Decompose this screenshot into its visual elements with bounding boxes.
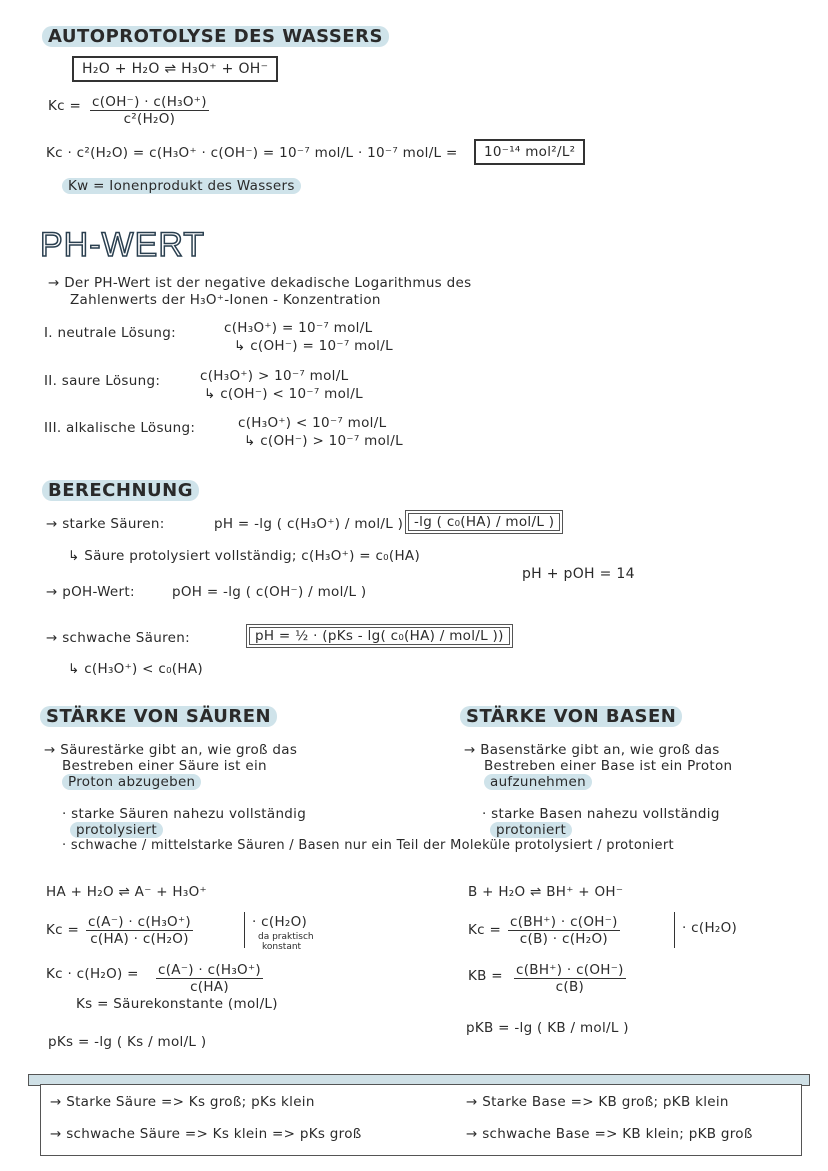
section-title-saeuren: STÄRKE VON SÄUREN — [40, 706, 277, 727]
acid-kc-label: Kc = — [46, 922, 80, 938]
acid-side-note1: da praktisch — [258, 932, 314, 942]
acid-strong-line1: · starke Säuren nahezu vollständig — [62, 806, 307, 822]
ph-poh-sum: pH + pOH = 14 — [522, 566, 635, 582]
base-kc-label: Kc = — [468, 922, 502, 938]
acid-kc-denominator: c(HA) · c(H₂O) — [90, 931, 189, 947]
base-def-line3 — [484, 774, 592, 790]
strong-acid-formula: pH = -lg ( c(H₃O⁺) / mol/L ) — [214, 516, 404, 532]
summary-strong-base: → Starke Base => KB groß; pKB klein — [466, 1094, 729, 1110]
case2-a: c(H₃O⁺) > 10⁻⁷ mol/L — [200, 368, 349, 384]
base-kc-numerator: c(BH⁺) · c(OH⁻) — [510, 914, 618, 930]
kc-fraction — [90, 94, 209, 127]
poh-label: → pOH-Wert: — [46, 584, 135, 600]
acid-def-line3 — [62, 774, 201, 790]
acid-def-line2: Bestreben einer Säure ist ein — [62, 758, 267, 774]
acid-ks-left: Kc · c(H₂O) = — [46, 966, 139, 982]
base-side-multiplier: · c(H₂O) — [682, 920, 738, 936]
kw-result-box: 10⁻¹⁴ mol²/L² — [474, 139, 585, 165]
acid-ks-definition: Ks = Säurekonstante (mol/L) — [76, 996, 278, 1012]
acid-kc-numerator: c(A⁻) · c(H₃O⁺) — [88, 914, 191, 930]
acid-side-multiplier: · c(H₂O) — [252, 914, 308, 930]
case3-a: c(H₃O⁺) < 10⁻⁷ mol/L — [238, 415, 387, 431]
case1-b: ↳ c(OH⁻) = 10⁻⁷ mol/L — [234, 338, 393, 354]
base-strong-line2 — [490, 822, 572, 838]
acid-ks-fraction — [156, 962, 263, 995]
acid-ks-numerator: c(A⁻) · c(H₃O⁺) — [158, 962, 261, 978]
case1-a: c(H₃O⁺) = 10⁻⁷ mol/L — [224, 320, 373, 336]
acid-strong-line2-text: protolysiert — [70, 822, 163, 838]
case3-label: III. alkalische Lösung: — [44, 420, 196, 436]
case2-b: ↳ c(OH⁻) < 10⁻⁷ mol/L — [204, 386, 363, 402]
acid-side-note2: konstant — [262, 942, 302, 952]
base-def-line3-text: aufzunehmen — [484, 774, 592, 790]
acid-kc-fraction — [86, 914, 193, 947]
base-def-line1: → Basenstärke gibt an, wie groß das — [464, 742, 720, 758]
base-def-line2: Bestreben einer Base ist ein Proton — [484, 758, 733, 774]
base-kb-fraction — [514, 962, 626, 995]
kw-definition — [62, 178, 301, 194]
acid-pks-formula: pKs = -lg ( Ks / mol/L ) — [48, 1034, 207, 1050]
acid-def-line3-text: Proton abzugeben — [62, 774, 201, 790]
case1-label: I. neutrale Lösung: — [44, 325, 176, 341]
section-title-berechnung: BERECHNUNG — [42, 480, 199, 501]
kc-denominator: c²(H₂O) — [123, 111, 176, 127]
acid-strong-line2 — [70, 822, 163, 838]
weak-acid-box: pH = ½ · (pKs - lg( c₀(HA) / mol/L )) — [246, 624, 513, 648]
ph-definition-line2: Zahlenwerts der H₃O⁺-Ionen - Konzentration — [70, 292, 381, 308]
strong-acid-label: → starke Säuren: — [46, 516, 165, 532]
strong-acid-box: -lg ( c₀(HA) / mol/L ) — [405, 510, 563, 534]
base-equilibrium-eq: B + H₂O ⇌ BH⁺ + OH⁻ — [468, 884, 624, 900]
case2-label: II. saure Lösung: — [44, 373, 161, 389]
kw-derivation-line: Kc · c²(H₂O) = c(H₃O⁺ · c(OH⁻) = 10⁻⁷ mol/L · 10⁻⁷ mol/L = — [46, 145, 458, 161]
summary-weak-acid: → schwache Säure => Ks klein => pKs groß — [50, 1126, 362, 1142]
section-title-autoprotolyse: AUTOPROTOLYSE DES WASSERS — [42, 26, 389, 47]
autoprotolysis-equation: H₂O + H₂O ⇌ H₃O⁺ + OH⁻ — [72, 56, 278, 82]
kc-label: Kc = — [48, 98, 82, 114]
section-title-basen: STÄRKE VON BASEN — [460, 706, 682, 727]
strong-acid-note: ↳ Säure protolysiert vollständig; c(H₃O⁺) = c₀(HA) — [68, 548, 421, 564]
base-kc-fraction — [508, 914, 620, 947]
case3-b: ↳ c(OH⁻) > 10⁻⁷ mol/L — [244, 433, 403, 449]
base-kb-denominator: c(B) — [555, 979, 585, 995]
base-strong-line2-text: protoniert — [490, 822, 572, 838]
kc-numerator: c(OH⁻) · c(H₃O⁺) — [92, 94, 207, 110]
weak-moderate-line: · schwache / mittelstarke Säuren / Basen nur ein Teil der Moleküle protolysiert / protoniert — [62, 838, 674, 853]
summary-weak-base: → schwache Base => KB klein; pKB groß — [466, 1126, 753, 1142]
acid-def-line1: → Säurestärke gibt an, wie groß das — [44, 742, 298, 758]
kw-definition-text: Kw = Ionenprodukt des Wassers — [62, 178, 301, 194]
base-kc-denominator: c(B) · c(H₂O) — [519, 931, 608, 947]
acid-ks-denominator: c(HA) — [190, 979, 229, 995]
ph-definition-line1: → Der PH-Wert ist der negative dekadische Logarithmus des — [48, 275, 472, 291]
weak-acid-label: → schwache Säuren: — [46, 630, 190, 646]
base-pkb-formula: pKB = -lg ( KB / mol/L ) — [466, 1020, 629, 1036]
base-kb-label: KB = — [468, 968, 503, 984]
base-side-divider — [674, 912, 675, 948]
base-kb-numerator: c(BH⁺) · c(OH⁻) — [516, 962, 624, 978]
section-title-ph-wert: PH-WERT — [40, 226, 206, 264]
acid-side-divider — [244, 912, 245, 948]
base-strong-line1: · starke Basen nahezu vollständig — [482, 806, 720, 822]
acid-equilibrium-eq: HA + H₂O ⇌ A⁻ + H₃O⁺ — [46, 884, 207, 900]
poh-formula: pOH = -lg ( c(OH⁻) / mol/L ) — [172, 584, 367, 600]
weak-acid-note: ↳ c(H₃O⁺) < c₀(HA) — [68, 661, 203, 677]
summary-strong-acid: → Starke Säure => Ks groß; pKs klein — [50, 1094, 315, 1110]
